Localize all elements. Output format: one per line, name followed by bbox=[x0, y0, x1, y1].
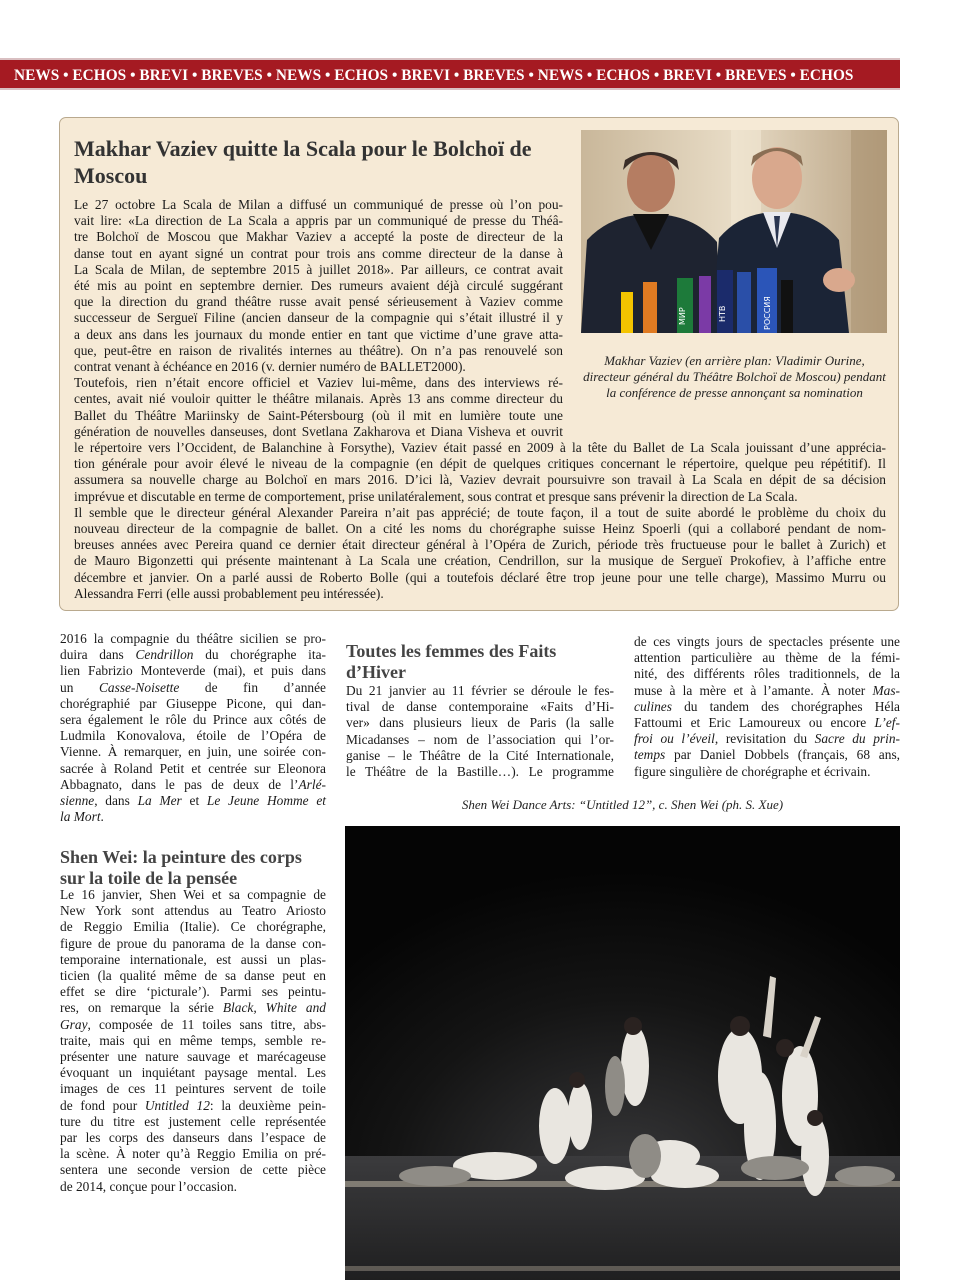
text-line: danse tout en ayant signé un contrat pour trois ans comme directeur de la danse à bbox=[74, 245, 563, 261]
text-line: nité, des différents rôles traditionnels, de la bbox=[634, 666, 900, 682]
text-line: assumera sa nouvelle charge au Bolchoï en mars 2016. D’ici là, Vaziev devrait poursuivre son travail à La Scala en dépit de sa décision bbox=[74, 472, 886, 488]
text-line: un Casse-Noisette de fin d’année bbox=[60, 679, 326, 695]
text-line: sera également le rôle du Prince aux côtés de bbox=[60, 712, 326, 728]
text-line: Toutefois, rien n’était encore officiel et Vaziev lui-même, dans des interviews ré- bbox=[74, 375, 563, 391]
text-line: Ballet du Théâtre Mariinsky de Saint-Pétersbourg (où il mit en lumière toute une bbox=[74, 407, 563, 423]
text-line: figure singulière de chorégraphe et écrivain. bbox=[634, 763, 871, 779]
text-line: attention particulière au thème de la fémi- bbox=[634, 650, 900, 666]
text-line: successeur de Sergueï Filine (ancien danseur de la compagnie qui s’était illustré il y bbox=[74, 310, 563, 326]
text-line: de fond pour Untitled 12: la deuxième pein- bbox=[60, 1097, 326, 1113]
text-line: le répertoire vers l’Occident, de Balanchine à Forsythe), Vaziev était passé en 2009 à la tête du Ballet de La Scala jouissant d’une apprécia- bbox=[74, 440, 886, 455]
text-line: présenter une nature sauvage et marécageuse bbox=[60, 1049, 326, 1065]
faits-text-right bbox=[634, 634, 900, 780]
text-line: la scène. À noter qu’à Reggio Emilia on pré- bbox=[60, 1146, 326, 1162]
press-conference-illustration bbox=[581, 130, 887, 333]
article-body-wide bbox=[74, 440, 886, 602]
text-line: Le 27 octobre La Scala de Milan a diffusé un communiqué de presse où l’on pou- bbox=[74, 197, 563, 212]
text-line: évoquant un inquiétant paysage mental. Les bbox=[60, 1065, 326, 1081]
text-line: de 2014, conçue pour l’occasion. bbox=[60, 1178, 237, 1194]
text-line: froi ou l’éveil, revisitation du Sacre du prin- bbox=[634, 731, 901, 747]
text-line: contrat venant à échéance en 2016 (v. dernier numéro de BALLET2000). bbox=[74, 359, 466, 375]
text-line: la Mort. bbox=[60, 809, 104, 825]
text-line: figure de proue du panorama de la danse con- bbox=[60, 935, 326, 951]
text-line: Ludmila Konovalova, étoile de l’Opéra de bbox=[60, 728, 326, 744]
column-1-text bbox=[60, 631, 326, 825]
text-line: par les corps des danseurs dans l’espace de bbox=[60, 1130, 326, 1146]
text-line: New York sont attendus au Teatro Ariosto bbox=[60, 903, 326, 919]
text-line: tre Bolchoï de Moscou que Makhar Vaziev a accepté la poste de directeur de la bbox=[74, 229, 563, 245]
text-line: ver» dans plusieurs lieux de Paris (la salle bbox=[346, 715, 614, 731]
text-line: breuses années avec Pereira quand ce dernier était directeur général à l’Opéra de Zurich, période très fructueuse pour le ballet à Zurich) et bbox=[74, 537, 886, 553]
text-line: sentera une seconde version de cette pièce bbox=[60, 1162, 326, 1178]
text-line: de ces vingts jours de spectacles présente une bbox=[634, 634, 900, 649]
text-line: images de ces 11 peintures servent de toile bbox=[60, 1081, 326, 1097]
text-line: sacrée à Roland Petit et centrée sur Eleonora bbox=[60, 760, 326, 776]
mic-label: НТВ bbox=[718, 305, 727, 322]
text-line: Alessandra Ferri (elle aussi probablement peu intéressée). bbox=[74, 585, 384, 601]
text-line: imprévue et discutable en terme de comportement, prise unilatéralement, sous contrat et presque sans prévenir la direction de La Scala. bbox=[74, 488, 798, 504]
text-line: effet se dire ‘picturale’). Parmi ses peintu- bbox=[60, 984, 326, 1000]
dance-performance-illustration bbox=[345, 826, 900, 1280]
text-line: ticien (la qualité même de sa danse peut en bbox=[60, 968, 326, 984]
text-line: Fattoumi et Eric Lamoureux ou encore L’ef- bbox=[634, 715, 900, 731]
text-line: tival de danse contemporaine «Faits d’Hi- bbox=[346, 699, 614, 715]
dance-performance-photo bbox=[345, 826, 900, 1280]
text-line: lien Fabrizio Monteverde (mai), et puis dans bbox=[60, 663, 326, 679]
dance-photo-caption: Shen Wei Dance Arts: “Untitled 12”, c. Shen Wei (ph. S. Xue) bbox=[461, 797, 784, 812]
section-banner: NEWS • ECHOS • BREVI • BREVES • NEWS • ECHOS • BREVI • BREVES • NEWS • ECHOS • BREVI • BREVES • ECHOS bbox=[0, 58, 900, 90]
text-line: La Scala de Milan, de septembre 2015 à juillet 2018». Par ailleurs, ce contrat avait bbox=[74, 261, 563, 277]
text-line: le Théâtre de la Bastille…). Le programme bbox=[346, 764, 614, 780]
mic-label: МИР bbox=[678, 307, 687, 325]
article-title: Makhar Vaziev quitte la Scala pour le Bolchoï de Moscou bbox=[74, 136, 532, 188]
text-line: ganise – le Théâtre de la Cité Internationale, bbox=[346, 747, 614, 763]
text-line: que la direction du grand théâtre russe avait pensé sérieusement à Vaziev comme bbox=[74, 294, 563, 310]
text-line: Le 16 janvier, Shen Wei et sa compagnie de bbox=[60, 887, 326, 902]
text-line: vait lire: «La direction de La Scala a appris par un communiqué de presse du Théâ- bbox=[74, 213, 563, 229]
text-line: res, on remarque la série Black, White and bbox=[60, 1000, 326, 1016]
text-line: a deux ans dans les journaux du monde entier en tant que victime d’une grave atta- bbox=[74, 326, 563, 342]
faits-title: Toutes les femmes des Faits d’Hiver bbox=[346, 641, 557, 682]
text-line: traite, mais qui en même temps, semble re- bbox=[60, 1032, 326, 1048]
text-line: Vienne. À remarquer, en juin, une soirée con- bbox=[60, 744, 326, 760]
text-line: Il semble que le directeur général Alexander Pareira n’ait pas apprécié; de toute façon, il a tout de suite abordé le problème du choix du bbox=[74, 504, 886, 520]
text-line: culines du tandem des chorégraphes Héla bbox=[634, 698, 900, 714]
text-line: chorégraphié par Giuseppe Picone, qui dan- bbox=[60, 695, 326, 711]
faits-text bbox=[346, 683, 614, 780]
text-line: muse à la mère et à l’amante. À noter Mas- bbox=[634, 682, 900, 698]
text-line: Abbagnato, dans le pas de deux de l’Arlé- bbox=[60, 776, 326, 792]
text-line: centes, avait nié vouloir quitter le théâtre milanais. Après 13 ans comme directeur du bbox=[74, 391, 563, 407]
text-line: de Reggio Emilia (Italie). Ce chorégraphe, bbox=[60, 919, 326, 935]
text-line: Du 21 janvier au 11 février se déroule le fes- bbox=[346, 683, 614, 698]
text-line: sienne, dans La Mer et Le Jeune Homme et bbox=[60, 793, 327, 809]
text-line: génération de nouvelles danseuses, dont Svetlana Zakharova et Diana Visheva et ouvrit bbox=[74, 423, 563, 439]
shenwei-text bbox=[60, 887, 326, 1195]
text-line: décembre et janvier. On a parlé aussi de Roberto Bolle (qui a toutefois déclaré être trop jeune pour une telle charge), Massimo Murru ou bbox=[74, 569, 886, 585]
text-line: été mis au point en septembre dernier. Des rumeurs avaient déjà circulé suggérant bbox=[74, 278, 563, 294]
text-line: temporaine internationale, est aussi un plas- bbox=[60, 951, 326, 967]
text-line: nouveau directeur de la compagnie de ballet. On a cité les noms du chorégraphe suisse Heinz Spoerli (qui a collaboré pendant de nom- bbox=[74, 521, 886, 537]
press-conference-photo bbox=[581, 130, 887, 333]
mic-label: РОССИЯ bbox=[763, 296, 772, 330]
article-body-narrow bbox=[74, 197, 563, 440]
text-line: Gray, composée de 11 toiles sans titre, abs- bbox=[60, 1016, 326, 1032]
photo-caption: Makhar Vaziev (en arrière plan: Vladimir Ourine, directeur général du Théâtre Bolchoï de Moscou) pendant la conférence de presse annonçant sa nomination bbox=[583, 353, 886, 400]
text-line: Micadanses – nom de l’association qui l’or- bbox=[346, 731, 614, 747]
shenwei-title: Shen Wei: la peinture des corps sur la toile de la pensée bbox=[60, 847, 302, 888]
text-line: temps par Daniel Dobbels (français, 68 ans, bbox=[634, 747, 900, 763]
text-line: duira dans Cendrillon du chorégraphe ita- bbox=[60, 647, 326, 663]
text-line: ture du titre est justement celle représentée bbox=[60, 1113, 326, 1129]
text-line: de Mauro Bigonzetti qui présente maintenant à La Scala une création, Cendrillon, sur la musique de Sergueï Prokofiev, à l’affiche entre bbox=[74, 553, 886, 569]
text-line: tion générale pour avoir élevé le niveau de la compagnie (en dépit de quelques critiques concernant le répertoire, quelque peu répétitif). Il bbox=[74, 456, 886, 472]
text-line: que, peut-être en raison de rivalités internes au théâtre). On n’a pas renouvelé son bbox=[74, 342, 563, 358]
text-line: 2016 la compagnie du théâtre sicilien se pro- bbox=[60, 631, 326, 646]
